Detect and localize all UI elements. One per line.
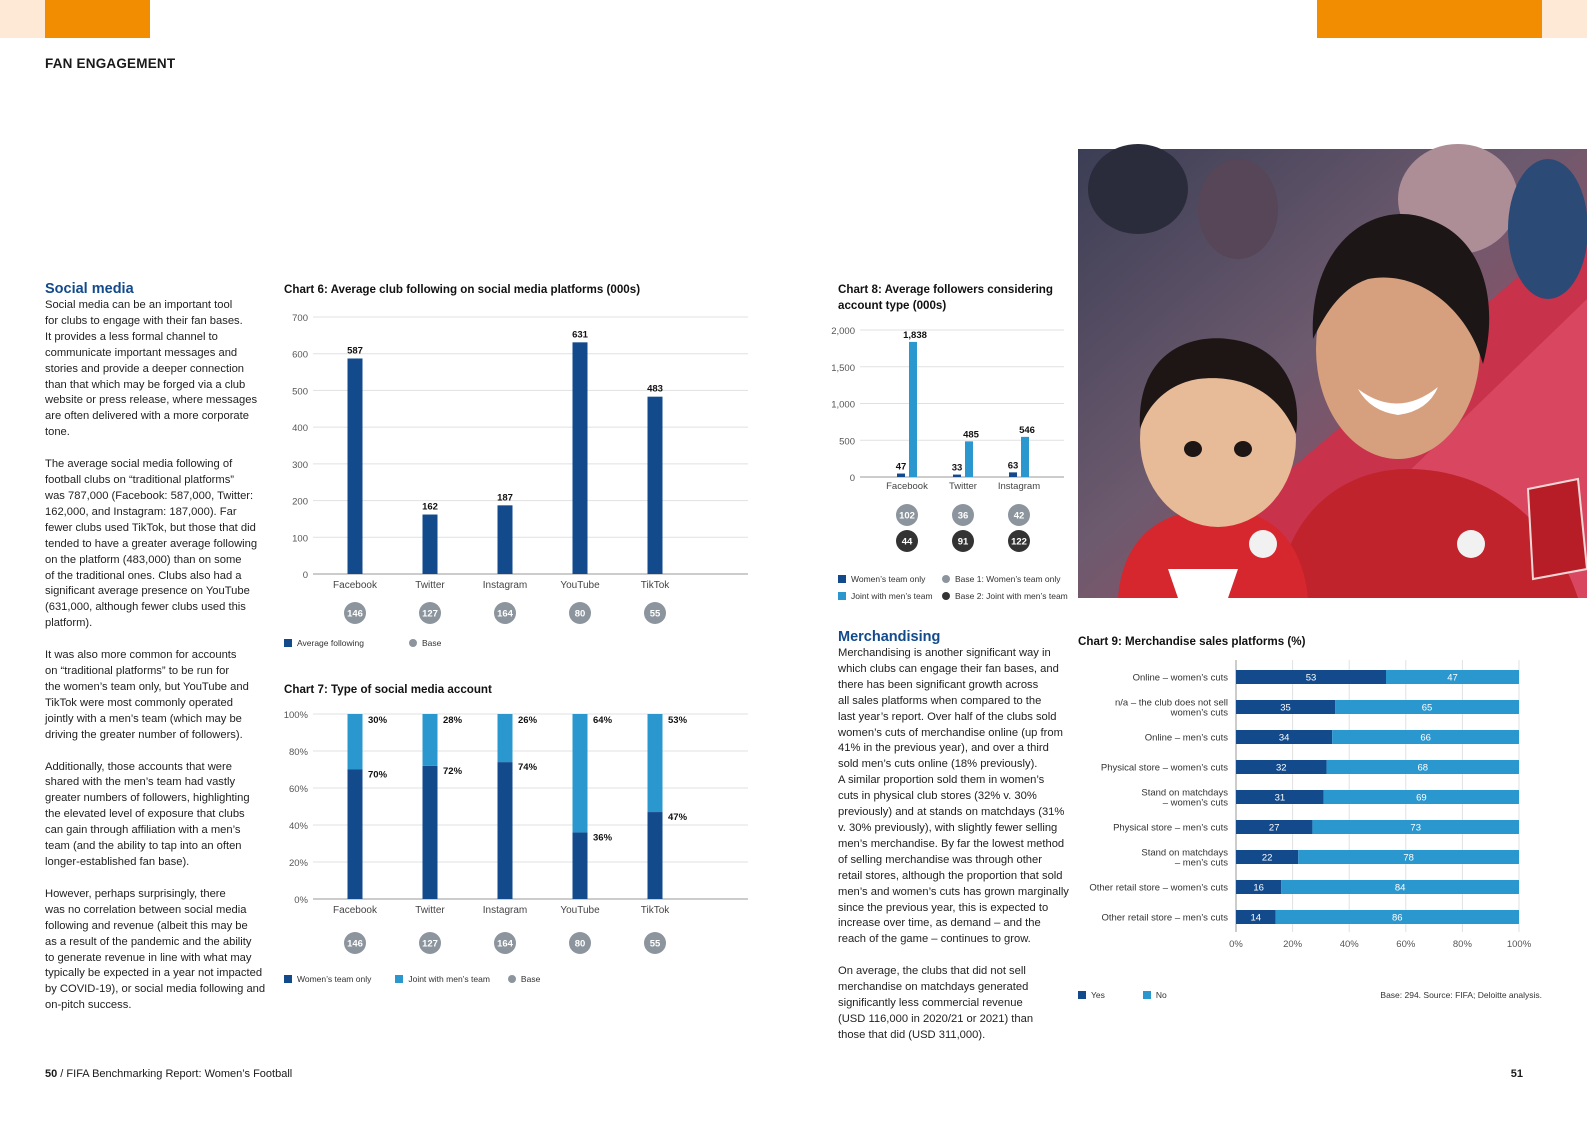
legend-label-base: Base — [421, 638, 442, 648]
bar-joint-twitter — [965, 441, 973, 477]
legend-swatch-base — [508, 975, 516, 983]
value-label-womens-youtube: 36% — [593, 832, 613, 844]
bar-joint-facebook — [909, 342, 917, 477]
y-tick-20: 20% — [288, 858, 308, 869]
value-label-yes-n-a-the-club-does-not-sell-women-s-cuts: 35 — [1280, 702, 1291, 714]
bar-womens-twitter — [423, 766, 438, 899]
legend-swatch-womens-only — [838, 575, 846, 583]
legend-label-average-following: Average following — [297, 638, 364, 648]
bar-joint-youtube — [573, 714, 588, 832]
x-label-instagram: Instagram — [482, 580, 528, 591]
value-label-joint-instagram: 26% — [518, 715, 538, 726]
page-number-right: 51 — [1510, 1068, 1523, 1080]
bar-womens-tiktok — [648, 812, 663, 899]
value-label-womens-tiktok: 47% — [668, 812, 688, 824]
category-label-physical-store-women-s-cuts: Physical store – women’s cuts — [1100, 762, 1228, 774]
value-label-facebook: 587 — [347, 345, 363, 357]
legend-label-joint: Joint with men’s team — [408, 974, 490, 984]
x-label-instagram: Instagram — [997, 481, 1041, 492]
value-label-womens-instagram: 63 — [1007, 460, 1019, 472]
social-paragraph-5: However, perhaps surprisingly, there was no correlation between social media following and revenue (albeit this may be as a result of the pandemic and the ability to generate revenue in line with what may typically be expected in a year not impacted by COVID-19), or social media following and on-pitch success. — [45, 887, 266, 1012]
page-section-title: FAN ENGAGEMENT — [45, 56, 176, 71]
x-label-facebook: Facebook — [886, 481, 928, 492]
y-tick-500: 500 — [292, 386, 308, 398]
legend-item-base-1 — [942, 574, 1061, 584]
value-label-joint-facebook: 30% — [368, 715, 388, 726]
value-label-yes-physical-store-women-s-cuts: 32 — [1275, 762, 1287, 774]
header-band-right-pale — [1542, 0, 1587, 38]
legend-swatch-no — [1143, 991, 1151, 999]
chart-6 — [280, 306, 750, 626]
base2-instagram-label: 122 — [1011, 536, 1027, 548]
value-label-joint-instagram: 546 — [1019, 424, 1035, 436]
chart-8-legend — [838, 574, 1078, 601]
legend-item-base-2 — [942, 591, 1068, 601]
x-label-instagram: Instagram — [482, 905, 528, 916]
social-media-heading: Social media — [45, 281, 134, 297]
bar-joint-instagram — [1021, 437, 1029, 477]
chart-7 — [280, 706, 750, 956]
legend-label-base: Base — [520, 974, 541, 984]
value-label-no-other-retail-store-women-s-cuts: 84 — [1394, 882, 1406, 894]
x-label-tiktok: TikTok — [640, 905, 670, 916]
y-tick-1500: 1,500 — [831, 362, 855, 374]
chart-7-title: Chart 7: Type of social media account — [284, 683, 492, 696]
footer-left — [45, 1068, 292, 1080]
x-tick-60: 60% — [1396, 939, 1416, 950]
value-label-yes-physical-store-men-s-cuts: 27 — [1268, 822, 1280, 834]
base-twitter-label: 127 — [422, 608, 438, 620]
header-band-left-pale — [0, 0, 45, 38]
legend-swatch-joint — [838, 592, 846, 600]
base-instagram-label: 164 — [497, 938, 513, 950]
base-tiktok-label: 55 — [649, 938, 661, 950]
bar-joint-instagram — [498, 714, 513, 762]
bar-joint-facebook — [348, 714, 363, 770]
legend-label-womens-only: Women’s team only — [851, 574, 926, 584]
legend-item-womens-only — [838, 574, 942, 584]
legend-label-base-2: Base 2: Joint with men’s team — [955, 591, 1068, 601]
social-paragraph-4: Additionally, those accounts that were shared with the men’s team had vastly greater numbers of followers, highlighting the elevated level of exposure that clubs can gain through affiliation with a men’s team (and the ability to tap into an often longer-established fan base). — [45, 760, 250, 868]
value-label-yes-stand-on-matchdays-men-s-cuts: 22 — [1261, 852, 1273, 864]
chart-9 — [1078, 660, 1556, 962]
x-tick-100: 100% — [1506, 939, 1532, 950]
merch-paragraph-2: On average, the clubs that did not sell merchandise on matchdays generated significantly less commercial revenue (USD 116,000 in 2020/21 or 2021) than those that did (USD 311,000). — [838, 965, 1034, 1041]
header-band-left — [45, 0, 150, 38]
legend-swatch-yes — [1078, 991, 1086, 999]
footer-report-title: / FIFA Benchmarking Report: Women’s Football — [57, 1068, 293, 1080]
social-paragraph-3: It was also more common for accounts on “traditional platforms” to be run for the women’s team only, but YouTube and TikTok were most commonly operated jointly with a men’s team (which may be driving the greater number of followers). — [45, 649, 249, 741]
x-label-facebook: Facebook — [333, 905, 377, 916]
social-paragraph-2: The average social media following of football clubs on “traditional platforms” was 787,000 (Facebook: 587,000, Twitter: 162,000, and Instagram: 187,000). Far fewer clubs used TikTok, but those that did tended to have a greater average following on the platform (483,000) than on some of the traditional ones. Clubs also had a significant average presence on YouTube (631,000, although fewer clubs used this platform). — [45, 458, 258, 630]
chart-8 — [831, 322, 1068, 554]
y-tick-60: 60% — [288, 784, 308, 795]
y-tick-80: 80% — [288, 747, 308, 758]
value-label-womens-twitter: 72% — [443, 765, 463, 777]
value-label-joint-twitter: 485 — [963, 429, 979, 441]
chart-8-title — [838, 282, 1053, 314]
value-label-womens-facebook: 70% — [368, 769, 388, 781]
legend-swatch-average-following — [284, 639, 292, 647]
y-tick-40: 40% — [288, 821, 308, 832]
legend-label-yes: Yes — [1091, 990, 1105, 1000]
value-label-womens-instagram: 74% — [518, 762, 538, 774]
base1-twitter-label: 36 — [957, 510, 969, 522]
base2-facebook-label: 44 — [901, 536, 913, 548]
bar-instagram — [498, 505, 513, 574]
merchandising-heading: Merchandising — [838, 629, 941, 645]
header-band-right — [1317, 0, 1542, 38]
base-youtube-label: 80 — [574, 938, 586, 950]
x-label-youtube: YouTube — [560, 905, 600, 916]
base-tiktok-label: 55 — [649, 608, 661, 620]
chart-9-legend — [1078, 990, 1167, 1000]
y-tick-0: 0% — [294, 895, 308, 906]
value-label-no-physical-store-women-s-cuts: 68 — [1417, 762, 1429, 774]
base-twitter-label: 127 — [422, 938, 438, 950]
base1-instagram-label: 42 — [1013, 510, 1025, 522]
x-label-youtube: YouTube — [560, 580, 600, 591]
category-label-online-men-s-cuts: Online – men’s cuts — [1144, 732, 1228, 744]
chart-9-title: Chart 9: Merchandise sales platforms (%) — [1078, 635, 1306, 648]
y-tick-300: 300 — [292, 459, 308, 471]
category-label-stand-on-matchdays-women-s-cuts-line-2: – women’s cuts — [1162, 797, 1228, 809]
value-label-yes-stand-on-matchdays-women-s-cuts: 31 — [1274, 792, 1286, 804]
y-tick-400: 400 — [292, 423, 308, 435]
value-label-womens-twitter: 33 — [951, 462, 963, 474]
y-tick-0: 0 — [302, 570, 308, 581]
y-tick-600: 600 — [292, 349, 308, 361]
value-label-joint-facebook: 1,838 — [903, 329, 927, 341]
legend-label-base-1: Base 1: Women’s team only — [955, 574, 1061, 584]
value-label-no-other-retail-store-men-s-cuts: 86 — [1392, 912, 1403, 924]
y-tick-100: 100 — [292, 533, 308, 545]
legend-swatch-base-1 — [942, 575, 950, 583]
category-label-n-a-the-club-does-not-sell-women-s-cuts-line-2: women’s cuts — [1170, 707, 1228, 719]
category-label-online-women-s-cuts: Online – women’s cuts — [1132, 672, 1228, 684]
base-facebook-label: 146 — [347, 608, 363, 620]
y-tick-100: 100% — [283, 710, 308, 721]
value-label-twitter: 162 — [422, 501, 438, 513]
bar-womens-instagram — [498, 762, 513, 899]
merchandising-column — [838, 629, 1078, 1044]
bar-tiktok — [648, 397, 663, 574]
value-label-youtube: 631 — [572, 329, 588, 341]
bar-womens-youtube — [573, 832, 588, 899]
bar-womens-twitter — [953, 475, 961, 477]
social-paragraph-1: Social media can be an important tool for clubs to engage with their fan bases. It provides a less formal channel to communicate important messages and stories and provide a deeper connection than that which may be forged via a club website or press release, where messages are often delivered with a more corporate tone. — [45, 299, 258, 439]
y-tick-1000: 1,000 — [831, 399, 855, 411]
legend-swatch-base-2 — [942, 592, 950, 600]
value-label-no-n-a-the-club-does-not-sell-women-s-cuts: 65 — [1421, 702, 1433, 714]
value-label-joint-twitter: 28% — [443, 715, 463, 726]
value-label-yes-other-retail-store-women-s-cuts: 16 — [1253, 882, 1264, 894]
chart-8-title-line-2: account type (000s) — [838, 299, 947, 312]
y-tick-0: 0 — [849, 473, 855, 484]
value-label-no-online-women-s-cuts: 47 — [1447, 672, 1458, 684]
base-instagram-label: 164 — [497, 608, 513, 620]
value-label-no-stand-on-matchdays-men-s-cuts: 78 — [1403, 852, 1414, 864]
x-label-twitter: Twitter — [415, 905, 445, 916]
legend-swatch-base — [409, 639, 417, 647]
x-label-twitter: Twitter — [415, 580, 445, 591]
x-label-tiktok: TikTok — [640, 580, 670, 591]
photo-player-with-child — [1078, 149, 1587, 598]
chart-8-title-line-1: Chart 8: Average followers considering — [838, 283, 1053, 296]
y-tick-200: 200 — [292, 496, 308, 508]
chart-7-legend — [284, 974, 540, 984]
value-label-womens-facebook: 47 — [895, 461, 907, 473]
legend-label-womens-only: Women’s team only — [297, 974, 372, 984]
y-tick-500: 500 — [839, 436, 855, 448]
value-label-joint-youtube: 64% — [593, 715, 613, 726]
base1-facebook-label: 102 — [899, 510, 915, 522]
value-label-no-online-men-s-cuts: 66 — [1420, 732, 1431, 744]
category-label-stand-on-matchdays-women-s-cuts-line-1: Stand on matchdays — [1141, 787, 1228, 799]
x-tick-0: 0% — [1229, 939, 1243, 950]
category-label-stand-on-matchdays-men-s-cuts-line-1: Stand on matchdays — [1141, 847, 1228, 859]
base-youtube-label: 80 — [574, 608, 586, 620]
bar-facebook — [348, 358, 363, 574]
y-tick-700: 700 — [292, 313, 308, 324]
category-label-other-retail-store-women-s-cuts: Other retail store – women’s cuts — [1089, 882, 1228, 894]
bar-joint-twitter — [423, 714, 438, 766]
legend-swatch-womens-only — [284, 975, 292, 983]
category-label-physical-store-men-s-cuts: Physical store – men’s cuts — [1113, 822, 1228, 834]
x-label-facebook: Facebook — [333, 580, 377, 591]
x-tick-80: 80% — [1452, 939, 1472, 950]
base2-twitter-label: 91 — [957, 536, 969, 548]
bar-twitter — [423, 515, 438, 574]
chart-9-source: Base: 294. Source: FIFA; Deloitte analysis. — [1380, 990, 1542, 1000]
x-tick-40: 40% — [1339, 939, 1359, 950]
bar-womens-facebook — [348, 770, 363, 900]
y-tick-2000: 2,000 — [831, 326, 855, 337]
x-label-twitter: Twitter — [949, 481, 977, 492]
chart-6-title: Chart 6: Average club following on social media platforms (000s) — [284, 283, 641, 296]
legend-label-no: No — [1155, 990, 1167, 1000]
legend-label-joint: Joint with men’s team — [851, 591, 933, 601]
page-number-left: 50 — [45, 1068, 58, 1080]
category-label-stand-on-matchdays-men-s-cuts-line-2: – men’s cuts — [1174, 857, 1228, 869]
bar-womens-facebook — [897, 474, 905, 477]
chart-6-legend — [284, 638, 441, 648]
social-media-column — [45, 281, 275, 1014]
value-label-instagram: 187 — [497, 492, 513, 504]
bar-youtube — [573, 342, 588, 574]
bar-joint-tiktok — [648, 714, 663, 812]
value-label-joint-tiktok: 53% — [668, 715, 688, 726]
category-label-other-retail-store-men-s-cuts: Other retail store – men’s cuts — [1101, 912, 1228, 924]
merch-paragraph-1: Merchandising is another significant way in which clubs can engage their fan bases, and there has been significant growth across all sales platforms when compared to the last year’s report. Over half of the clubs sold women’s cuts of merchandise online (up from 41% in the previous year), and over a third sold men’s cuts online (18% previously). A similar proportion sold them in women’s cuts in physical club stores (32% v. 30% previously) and at stands on matchdays (31% v. 30% previously), with slightly fewer selling men’s merchandise. By far the lowest method of selling merchandise was through other retail stores, although the proportion that sold men’s and women’s cuts has grown marginally since the previous year, this is expected to increase over time, as demand – and the reach of the game – continues to grow. — [838, 647, 1069, 946]
value-label-no-stand-on-matchdays-women-s-cuts: 69 — [1416, 792, 1427, 804]
legend-swatch-joint — [395, 975, 403, 983]
value-label-no-physical-store-men-s-cuts: 73 — [1410, 822, 1421, 834]
value-label-tiktok: 483 — [647, 383, 663, 395]
category-label-n-a-the-club-does-not-sell-women-s-cuts-line-1: n/a – the club does not sell — [1114, 697, 1228, 709]
value-label-yes-online-women-s-cuts: 53 — [1305, 672, 1317, 684]
value-label-yes-other-retail-store-men-s-cuts: 14 — [1250, 912, 1262, 924]
bar-womens-instagram — [1009, 472, 1017, 477]
legend-item-joint — [838, 591, 942, 601]
base-facebook-label: 146 — [347, 938, 363, 950]
value-label-yes-online-men-s-cuts: 34 — [1278, 732, 1290, 744]
x-tick-20: 20% — [1283, 939, 1303, 950]
photo-illustration — [1078, 149, 1587, 598]
